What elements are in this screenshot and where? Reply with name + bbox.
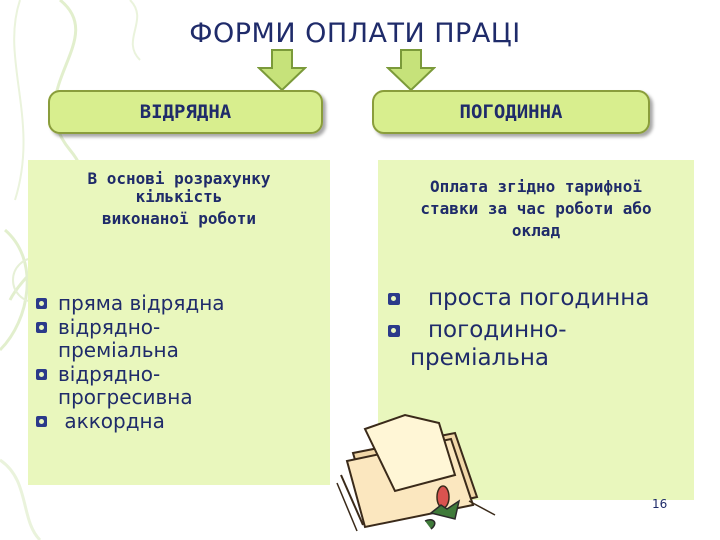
list-item [388, 316, 698, 372]
right-description [385, 176, 687, 242]
square-bullet-icon [36, 298, 47, 309]
list-item-line: відрядно- [58, 362, 161, 386]
description-line: оклад [511, 221, 561, 240]
square-bullet-icon [388, 325, 400, 337]
description-line: кількість [135, 187, 223, 206]
page-title: ФОРМИ ОПЛАТИ ПРАЦІ [189, 18, 521, 49]
list-item-line: аккордна [58, 409, 165, 433]
list-item-line: преміальна [58, 338, 179, 362]
page-number: 16 [652, 497, 668, 511]
square-bullet-icon [388, 293, 400, 305]
header-vidriadna [48, 90, 323, 134]
square-bullet-icon [36, 322, 47, 333]
header-pohodynna [372, 90, 650, 134]
down-arrow-icon [386, 48, 436, 92]
description-line: ставки за час роботи або [420, 199, 652, 218]
description-line: В основі розрахунку [87, 169, 271, 188]
list-item-line: пряма відрядна [58, 291, 225, 315]
left-description [40, 168, 318, 230]
list-item-line: прогресивна [58, 385, 193, 409]
list-item-line: преміальна [410, 345, 550, 371]
description-line: Оплата згідно тарифної [430, 177, 642, 196]
list-item [388, 284, 698, 312]
documents-pile-clipart [335, 405, 505, 535]
list-item-line: відрядно- [58, 315, 161, 339]
down-arrow-icon [257, 48, 307, 92]
list-item [36, 292, 326, 315]
left-list [36, 292, 326, 434]
square-bullet-icon [36, 416, 47, 427]
list-item [36, 363, 326, 409]
right-list [388, 284, 698, 376]
list-item [36, 410, 326, 433]
header-label: ПОГОДИННА [459, 101, 563, 123]
list-item [36, 316, 326, 362]
list-item-line: погодинно- [428, 317, 567, 343]
square-bullet-icon [36, 369, 47, 380]
description-line: виконаної роботи [101, 209, 257, 228]
header-label: ВІДРЯДНА [139, 101, 232, 123]
list-item-line: проста погодинна [428, 285, 650, 311]
